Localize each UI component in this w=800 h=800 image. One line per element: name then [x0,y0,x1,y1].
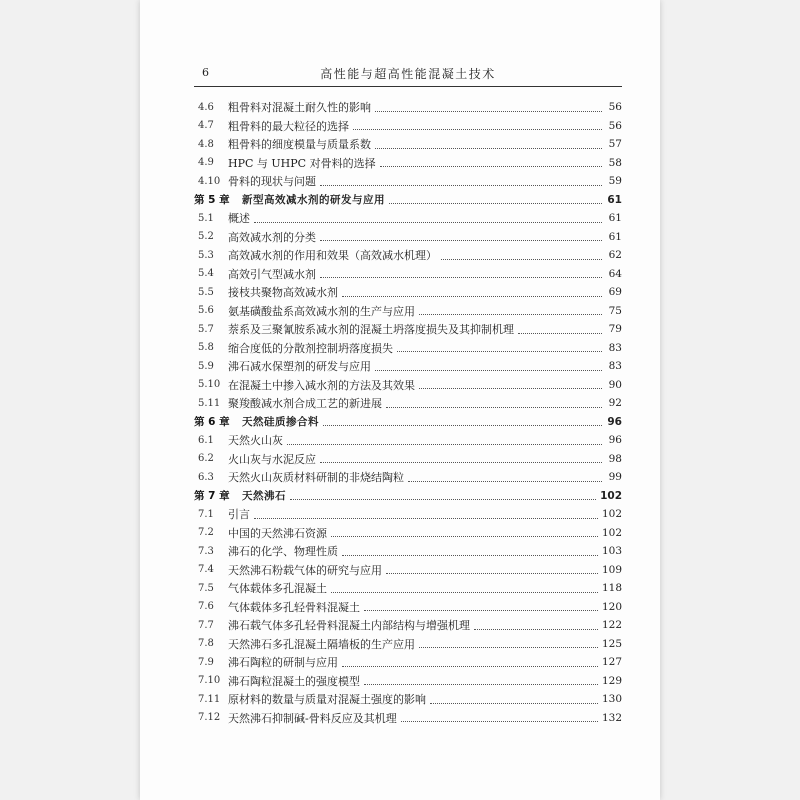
toc-entry-title: 概述 [228,212,250,226]
toc-section-row [194,450,622,469]
toc-entry-number: 5.1 [198,212,214,224]
dot-leader [389,195,602,204]
toc-entry-title: 气体载体多孔轻骨料混凝土 [228,600,360,614]
running-title: 高性能与超高性能混凝土技术 [320,67,496,81]
toc-entry-page: 99 [608,471,622,484]
toc-section-row [194,117,622,136]
toc-section-row [194,431,622,450]
toc-section-row [194,561,622,580]
dot-leader [386,399,602,408]
toc-section-row [194,357,622,376]
toc-chapter-row [194,487,622,506]
dot-leader [375,140,602,149]
toc-entry-title: 粗骨料对混凝土耐久性的影响 [228,101,371,115]
toc-entry-page: 122 [601,619,622,632]
toc-entry-title: 高效减水剂的作用和效果（高效减水机理） [228,249,437,263]
toc-entry-number: 5.11 [198,397,221,409]
toc-entry-number: 7.8 [198,638,214,650]
toc-entry-number: 5.7 [198,323,214,335]
toc-entry-page: 98 [608,452,622,465]
toc-entry-title: 骨料的现状与问题 [228,175,316,189]
toc-entry-title: 沸石减水保塑剂的研发与应用 [228,360,371,374]
toc-entry-page: 83 [608,360,622,373]
toc-entry-page: 125 [601,637,622,650]
toc-entry-page: 64 [608,267,622,280]
toc-entry-number: 4.10 [198,175,221,187]
toc-entry-page: 61 [608,230,622,243]
toc-entry-title: 沸石陶粒混凝土的强度模型 [228,674,360,688]
toc-entry-number: 7.11 [198,693,221,705]
toc-section-row [194,265,622,284]
table-of-contents [194,98,622,727]
toc-entry-page: 57 [608,138,622,151]
toc-entry-page: 103 [601,545,622,558]
toc-entry-number: 7.10 [198,675,221,687]
toc-section-row [194,172,622,191]
toc-entry-page: 102 [600,489,622,502]
toc-section-row [194,302,622,321]
toc-entry-page: 83 [608,341,622,354]
dot-leader [320,454,602,463]
toc-entry-page: 56 [608,119,622,132]
toc-section-row [194,524,622,543]
book-page [140,0,660,800]
toc-section-row [194,653,622,672]
toc-entry-number: 5.4 [198,268,214,280]
toc-entry-number: 7.5 [198,582,214,594]
toc-section-row [194,154,622,173]
toc-section-row [194,339,622,358]
dot-leader [331,584,598,593]
toc-section-row [194,246,622,265]
toc-section-row [194,709,622,728]
dot-leader [364,602,598,611]
toc-entry-title: 原材料的数量与质量对混凝土强度的影响 [228,693,426,707]
toc-entry-title: 沸石陶粒的研制与应用 [228,656,338,670]
page-header [194,62,622,87]
dot-leader [419,639,598,648]
dot-leader [441,251,602,260]
dot-leader [419,380,602,389]
toc-section-row [194,320,622,339]
toc-entry-title: 沸石载气体多孔轻骨料混凝土内部结构与增强机理 [228,619,470,633]
dot-leader [342,288,602,297]
dot-leader [290,491,596,500]
toc-entry-title: 粗骨料的细度模量与质量系数 [228,138,371,152]
dot-leader [375,103,602,112]
toc-entry-number: 5.8 [198,342,214,354]
toc-entry-number: 4.7 [198,120,214,132]
dot-leader [430,695,598,704]
toc-entry-number: 7.6 [198,601,214,613]
toc-entry-title: 在混凝土中掺入减水剂的方法及其效果 [228,378,415,392]
toc-section-row [194,98,622,117]
toc-entry-page: 102 [601,508,622,521]
dot-leader [408,473,602,482]
toc-entry-title: 高效引气型减水剂 [228,267,316,281]
dot-leader [331,528,598,537]
dot-leader [254,214,602,223]
toc-entry-title: 氨基磺酸盐系高效减水剂的生产与应用 [228,304,415,318]
toc-entry-page: 129 [601,674,622,687]
toc-entry-number: 5.6 [198,305,214,317]
toc-entry-number: 7.3 [198,545,214,557]
toc-entry-page: 92 [608,397,622,410]
toc-entry-number: 7.2 [198,527,214,539]
dot-leader [401,713,598,722]
toc-entry-title: 聚羧酸减水剂合成工艺的新进展 [228,397,382,411]
toc-section-row [194,542,622,561]
toc-entry-number: 5.9 [198,360,214,372]
toc-entry-number: 7.4 [198,564,214,576]
dot-leader [397,343,602,352]
toc-entry-page: 75 [608,304,622,317]
toc-chapter-row [194,191,622,210]
toc-entry-number: 7.7 [198,619,214,631]
toc-chapter-row [194,413,622,432]
toc-entry-page: 127 [601,656,622,669]
dot-leader [323,417,602,426]
toc-section-row [194,690,622,709]
toc-entry-title: 沸石的化学、物理性质 [228,545,338,559]
toc-entry-number: 6.2 [198,453,214,465]
toc-entry-page: 58 [608,156,622,169]
toc-entry-number: 4.8 [198,138,214,150]
toc-section-row [194,135,622,154]
dot-leader [364,676,598,685]
toc-entry-number: 6.3 [198,471,214,483]
toc-entry-title: 缩合度低的分散剂控制坍落度损失 [228,341,393,355]
toc-entry-page: 61 [608,212,622,225]
toc-section-row [194,394,622,413]
toc-section-row [194,468,622,487]
toc-section-row [194,228,622,247]
toc-entry-page: 132 [601,711,622,724]
toc-entry-title: 中国的天然沸石资源 [228,526,327,540]
dot-leader [320,269,602,278]
toc-entry-number: 5.2 [198,231,214,243]
toc-entry-number: 6.1 [198,434,214,446]
toc-entry-title: 天然沸石多孔混凝土隔墙板的生产应用 [228,637,415,651]
toc-entry-number: 4.6 [198,101,214,113]
dot-leader [386,565,598,574]
toc-section-row [194,209,622,228]
page-number: 6 [202,66,209,79]
toc-entry-page: 79 [608,323,622,336]
toc-entry-page: 61 [607,193,622,206]
toc-entry-title: 天然硅质掺合料 [242,416,319,429]
toc-section-row [194,505,622,524]
toc-section-row [194,376,622,395]
dot-leader [375,362,602,371]
toc-entry-number: 5.3 [198,249,214,261]
toc-entry-title: 天然火山灰 [228,434,283,448]
toc-entry-title: 火山灰与水泥反应 [228,452,316,466]
toc-entry-page: 96 [607,415,622,428]
toc-entry-number: 7.9 [198,656,214,668]
dot-leader [342,658,598,667]
toc-entry-title: 高效减水剂的分类 [228,230,316,244]
toc-entry-page: 102 [601,526,622,539]
toc-section-row [194,579,622,598]
toc-entry-number: 5.10 [198,379,221,391]
toc-entry-page: 62 [608,249,622,262]
toc-entry-title: HPC 与 UHPC 对骨料的选择 [228,156,376,170]
toc-entry-title: 气体载体多孔混凝土 [228,582,327,596]
dot-leader [342,547,598,556]
dot-leader [320,177,602,186]
toc-entry-title: 天然沸石 [242,490,286,503]
toc-entry-page: 96 [608,434,622,447]
dot-leader [320,232,602,241]
dot-leader [380,158,602,167]
toc-section-row [194,635,622,654]
toc-entry-number: 7.12 [198,712,221,724]
toc-section-row [194,672,622,691]
toc-section-row [194,283,622,302]
toc-section-row [194,616,622,635]
toc-entry-title: 引言 [228,508,250,522]
dot-leader [419,306,602,315]
toc-entry-page: 69 [608,286,622,299]
toc-entry-number: 第 5 章 [194,194,230,207]
toc-entry-number: 第 7 章 [194,490,230,503]
toc-entry-page: 120 [601,600,622,613]
toc-entry-number: 5.5 [198,286,214,298]
dot-leader [518,325,602,334]
toc-entry-page: 56 [608,101,622,114]
toc-entry-page: 59 [608,175,622,188]
toc-entry-page: 90 [608,378,622,391]
toc-entry-title: 天然火山灰质材料研制的非烧结陶粒 [228,471,404,485]
toc-section-row [194,598,622,617]
toc-entry-page: 130 [601,693,622,706]
dot-leader [474,621,598,630]
toc-entry-number: 7.1 [198,508,214,520]
toc-entry-title: 接枝共聚物高效减水剂 [228,286,338,300]
toc-entry-title: 新型高效减水剂的研发与应用 [242,194,385,207]
dot-leader [254,510,598,519]
toc-entry-title: 天然沸石抑制碱-骨料反应及其机理 [228,711,397,725]
toc-entry-number: 4.9 [198,157,214,169]
toc-entry-number: 第 6 章 [194,416,230,429]
toc-entry-title: 粗骨料的最大粒径的选择 [228,119,349,133]
dot-leader [287,436,602,445]
dot-leader [353,121,602,130]
toc-entry-page: 109 [601,563,622,576]
toc-entry-title: 萘系及三聚氰胺系减水剂的混凝土坍落度损失及其抑制机理 [228,323,514,337]
toc-entry-title: 天然沸石粉载气体的研究与应用 [228,563,382,577]
toc-entry-page: 118 [601,582,622,595]
